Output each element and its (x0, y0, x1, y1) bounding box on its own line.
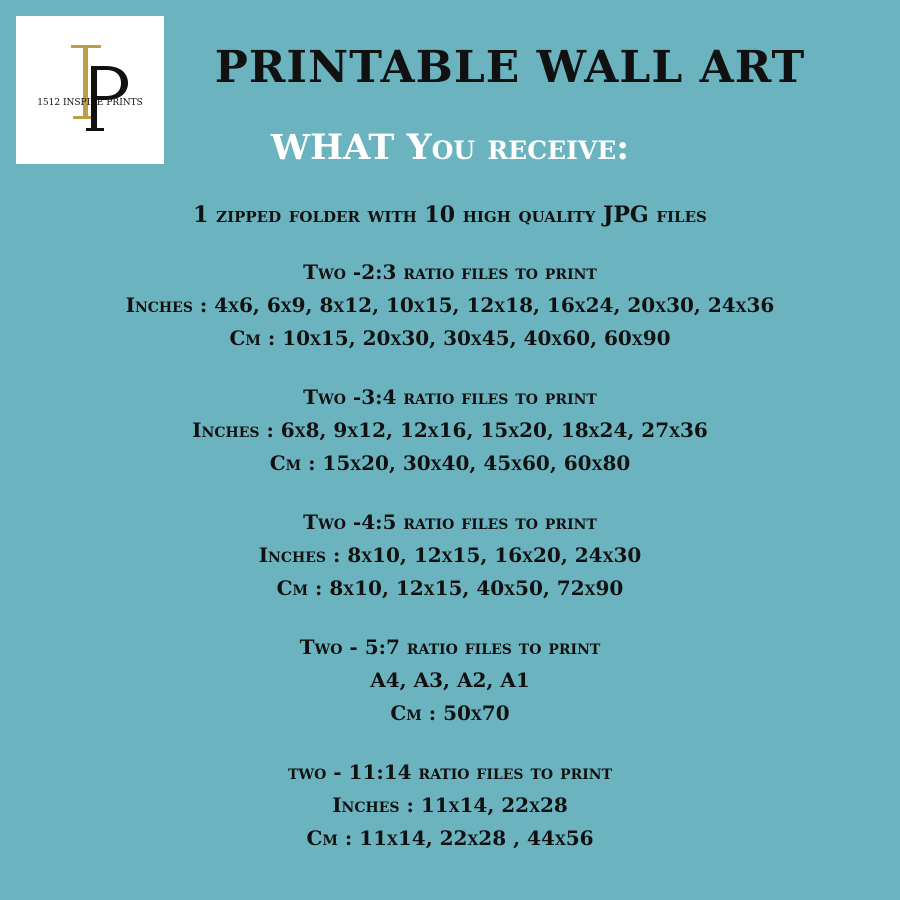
logo-monogram-icon (16, 16, 164, 164)
ratio-group-4-5 (0, 506, 900, 605)
page-title: PRINTABLE WALL ART (214, 42, 806, 93)
logo-brand-text: 1512 INSPIRE PRINTS (37, 98, 143, 108)
ratio-size-line: Cm : 15x20, 30x40, 45x60, 60x80 (269, 451, 631, 475)
ratio-group-5-7 (0, 631, 900, 730)
ratio-group-11-14 (0, 756, 900, 855)
ratio-size-line: A4, A3, A2, A1 (370, 668, 530, 692)
ratio-size-line: Cm : 50x70 (390, 701, 510, 725)
ratio-heading: Two - 5:7 ratio files to print (299, 635, 601, 659)
ratio-group-2-3 (0, 256, 900, 355)
ratio-heading: Two -2:3 ratio files to print (303, 260, 597, 284)
ratio-list (0, 256, 900, 881)
ratio-size-line: Cm : 10x15, 20x30, 30x45, 40x60, 60x90 (229, 326, 671, 350)
ratio-group-3-4 (0, 381, 900, 480)
ratio-size-line: Cm : 8x10, 12x15, 40x50, 72x90 (276, 576, 624, 600)
ratio-heading: Two -3:4 ratio files to print (303, 385, 597, 409)
ratio-heading: two - 11:14 ratio files to print (287, 760, 612, 784)
summary-text: 1 zipped folder with 10 high quality JPG files (193, 202, 707, 228)
ratio-heading: Two -4:5 ratio files to print (303, 510, 597, 534)
ratio-size-line: Inches : 4x6, 6x9, 8x12, 10x15, 12x18, 16x24, 20x30, 24x36 (125, 293, 775, 317)
logo (16, 16, 164, 164)
ratio-size-line: Cm : 11x14, 22x28 , 44x56 (306, 826, 594, 850)
ratio-size-line: Inches : 8x10, 12x15, 16x20, 24x30 (258, 543, 642, 567)
ratio-size-line: Inches : 11x14, 22x28 (332, 793, 568, 817)
page-subtitle: WHAT You receive: (270, 127, 630, 168)
ratio-size-line: Inches : 6x8, 9x12, 12x16, 15x20, 18x24, 27x36 (192, 418, 708, 442)
